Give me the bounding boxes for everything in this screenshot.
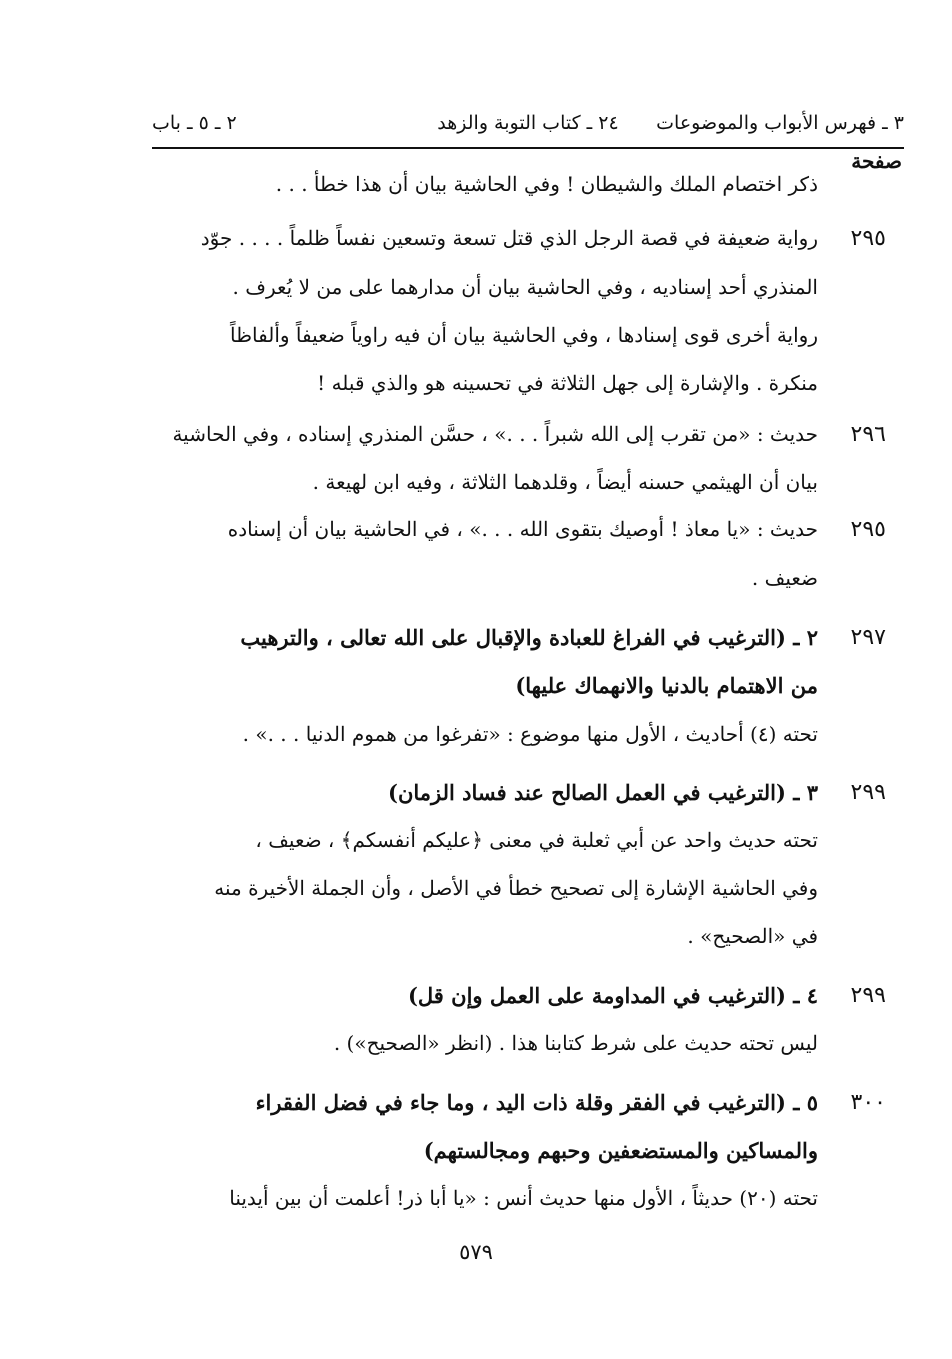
entry-text-line: في «الصحيح» . bbox=[687, 924, 818, 948]
section-heading-line: ٥ ـ (الترغيب في الفقر وقلة ذات اليد ، وما جاء في فضل الفقراء bbox=[255, 1090, 818, 1115]
section-heading-line: ٤ ـ (الترغيب في المداومة على العمل وإن قل) bbox=[407, 983, 818, 1008]
entry-text-line: وفي الحاشية الإشارة إلى تصحيح خطأ في الأصل ، وأن الجملة الأخيرة منه bbox=[214, 876, 818, 900]
entry-page-number: ٢٩٥ bbox=[850, 517, 886, 542]
section-heading-line: ٢ ـ (الترغيب في الفراغ للعبادة والإقبال على الله تعالى ، والترهيب bbox=[240, 625, 818, 650]
running-header bbox=[152, 106, 904, 146]
entry-text-line: تحته (٢٠) حديثاً ، الأول منها حديث أنس : «يا أبا ذر! أعلمت أن بين أيدينا bbox=[229, 1186, 818, 1210]
section-heading-line: والمساكين والمستضعفين وحبهم ومجالستهم) bbox=[423, 1138, 818, 1163]
page-column-label: صفحة bbox=[851, 149, 902, 173]
entry-text-line: منكرة . والإشارة إلى جهل الثلاثة في تحسينه هو والذي قبله ! bbox=[317, 371, 818, 395]
entry-page-number: ٣٠٠ bbox=[850, 1090, 886, 1115]
entry-text-line: رواية أخرى قوى إسنادها ، وفي الحاشية بيان أن فيه راوياً ضعيفاً وألفاظاً bbox=[230, 323, 818, 347]
entry-page-number: ٢٩٥ bbox=[850, 226, 886, 251]
entry-page-number: ٢٩٧ bbox=[850, 625, 886, 650]
entry-page-number: ٢٩٩ bbox=[850, 780, 886, 805]
entry-text-line: تحته (٤) أحاديث ، الأول منها موضوع : «تفرغوا من هموم الدنيا . . .» . bbox=[242, 722, 818, 746]
section-heading-line: ٣ ـ (الترغيب في العمل الصالح عند فساد الزمان) bbox=[388, 780, 818, 805]
entry-text-line: المنذري أحد إسناديه ، وفي الحاشية بيان أن مدارهما على من لا يُعرف . bbox=[232, 275, 818, 299]
entry-text-line: تحته حديث واحد عن أبي ثعلبة في معنى ﴿عليكم أنفسكم﴾ ، ضعيف ، bbox=[255, 828, 818, 852]
entry-page-number: ٢٩٩ bbox=[850, 983, 886, 1008]
entry-page-number: ٢٩٦ bbox=[850, 422, 886, 447]
header-section-ref: ٢ ـ ٥ ـ باب bbox=[152, 112, 237, 134]
entry-text-line: ذكر اختصام الملك والشيطان ! وفي الحاشية بيان أن هذا خطأ . . . bbox=[275, 172, 818, 196]
entry-text-line: ضعيف . bbox=[751, 566, 818, 590]
entry-text-line: حديث : «يا معاذ ! أوصيك بتقوى الله . . .» ، في الحاشية بيان أن إسناده bbox=[227, 517, 818, 541]
header-divider bbox=[152, 147, 904, 149]
section-heading-line: من الاهتمام بالدنيا والانهماك عليها) bbox=[515, 673, 818, 698]
header-book-title: ٢٤ ـ كتاب التوبة والزهد bbox=[437, 112, 619, 134]
page-number: ٥٧٩ bbox=[459, 1240, 493, 1264]
header-chapter-title: ٣ ـ فهرس الأبواب والموضوعات bbox=[656, 112, 904, 134]
entry-text-line: ليس تحته حديث على شرط كتابنا هذا . (انظر «الصحيح») . bbox=[333, 1031, 818, 1055]
entry-text-line: حديث : «من تقرب إلى الله شبراً . . .» ، حسَّن المنذري إسناده ، وفي الحاشية bbox=[172, 422, 818, 446]
entry-text-line: بيان أن الهيثمي حسنه أيضاً ، وقلدهما الثلاثة ، وفيه ابن لهيعة . bbox=[312, 470, 818, 494]
entry-text-line: رواية ضعيفة في قصة الرجل الذي قتل تسعة وتسعين نفساً ظلماً . . . . جوّد bbox=[200, 226, 818, 250]
